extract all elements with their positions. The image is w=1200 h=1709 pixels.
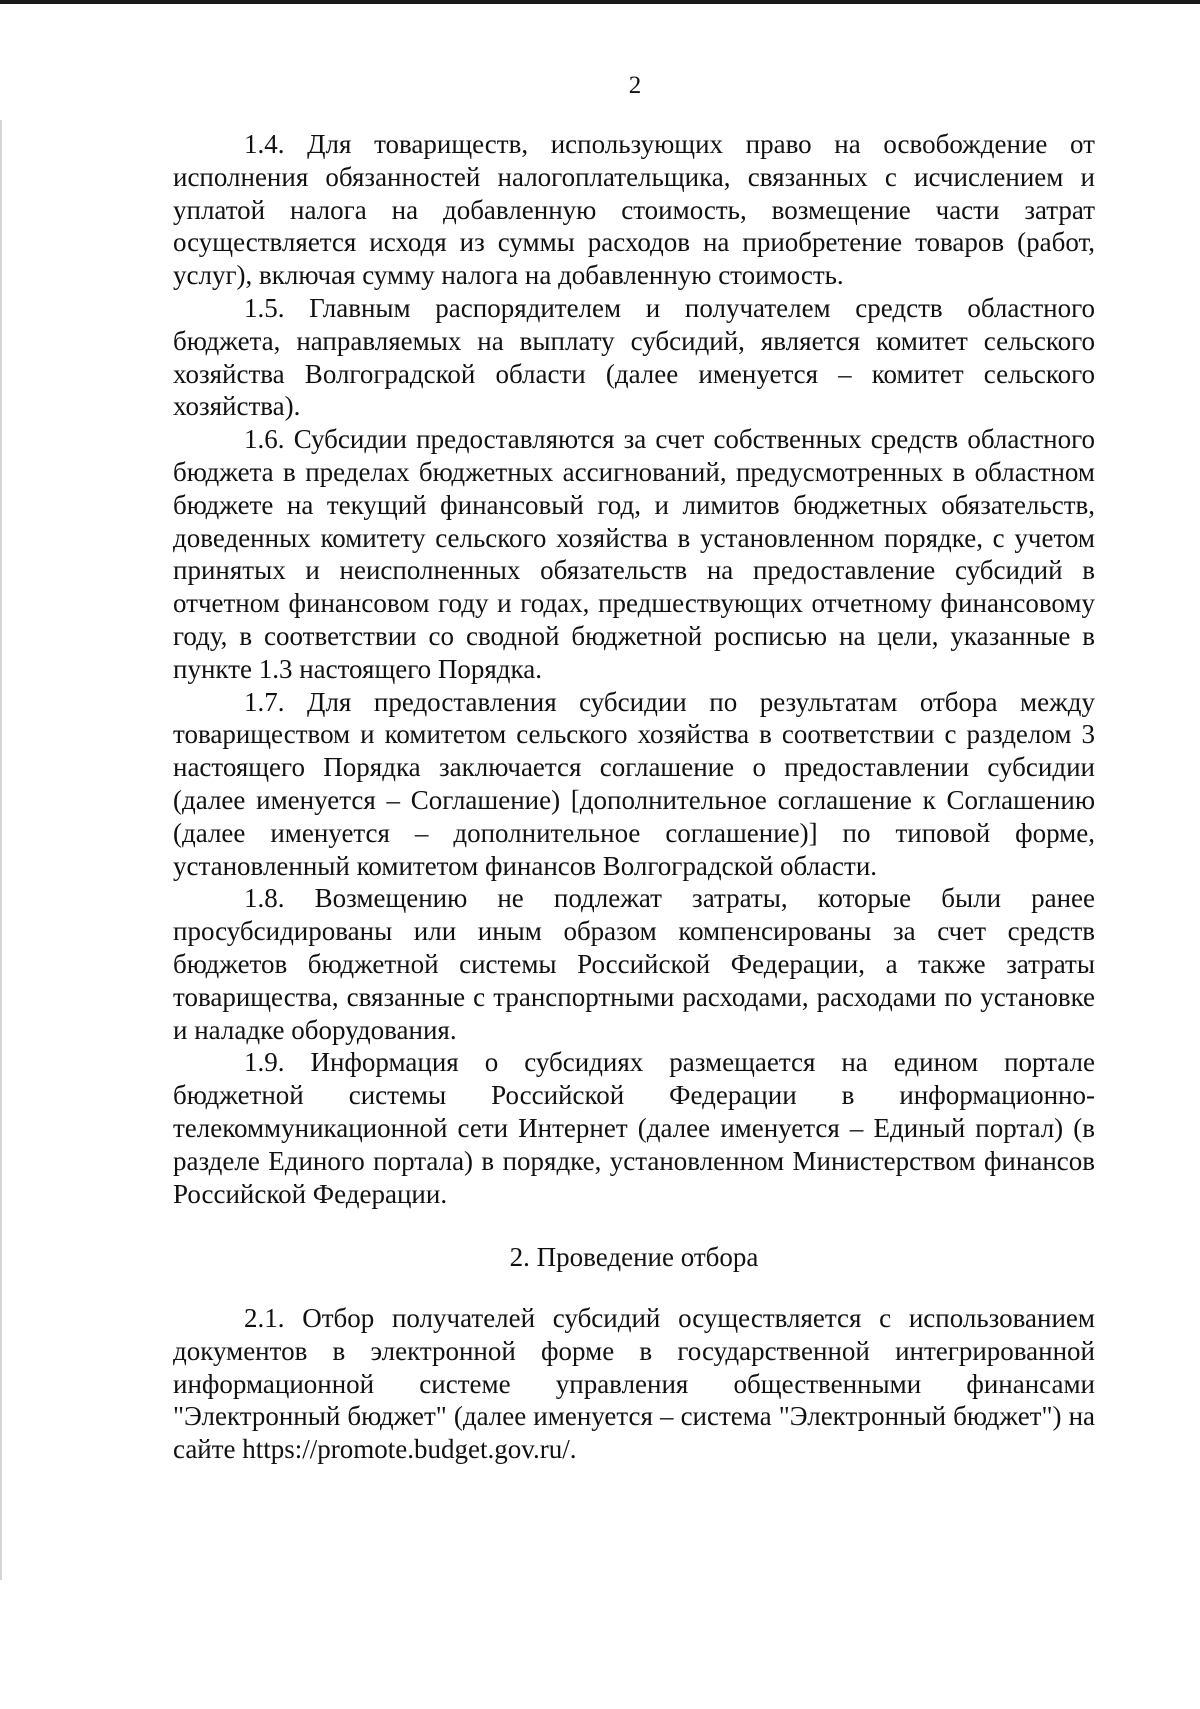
paragraph-1-6: 1.6. Субсидии предоставляются за счет собственных средств областного бюджета в пределах бюджетных ассигнований, предусмотренных в областном бюджете на текущий финансовый год, и лимитов бюджетных обязательств, доведенных комитету сельского хозяйства в установленном порядке, с учетом принятых и неисполненных обязательств на предоставление субсидий в отчетном финансовом году и годах, предшествующих отчетному финансовому году, в соответствии со сводной бюджетной росписью на цели, указанные в пункте 1.3 настоящего Порядка. — [173, 424, 1095, 684]
paragraph-1-5: 1.5. Главным распорядителем и получателем средств областного бюджета, направляемых на выплату субсидий, является комитет сельского хозяйства Волгоградской области (далее именуется – комитет сельского хозяйства). — [173, 292, 1095, 422]
paragraph-2-1: 2.1. Отбор получателей субсидий осуществляется с использованием документов в электронной форме в государственной интегрированной информационной системе управления общественными финансами "Электронный бюджет" (далее именуется – система "Электронный бюджет") на сайте https://promote.budget.gov.ru/. — [173, 1303, 1095, 1465]
page-number: 2 — [628, 72, 642, 99]
scan-edge-mark — [0, 120, 2, 1580]
paragraph-1-8: 1.8. Возмещению не подлежат затраты, которые были ранее просубсидированы или иным образом компенсированы за счет средств бюджетов бюджетной системы Российской Федерации, а также затраты товарищества, связанные с транспортными расходами, расходами по установке и наладке оборудования. — [173, 883, 1095, 1045]
document-body — [173, 128, 1095, 1466]
paragraph-1-4: 1.4. Для товариществ, использующих право на освобождение от исполнения обязанностей налогоплательщика, связанных с исчислением и уплатой налога на добавленную стоимость, возмещение части затрат осуществляется исходя из суммы расходов на приобретение товаров (работ, услуг), включая сумму налога на добавленную стоимость. — [173, 129, 1095, 291]
paragraph-1-9: 1.9. Информация о субсидиях размещается на едином портале бюджетной системы Российской Федерации в информационно-телекоммуникационной сети Интернет (далее именуется – Единый портал) (в разделе Единого портала) в порядке, установленном Министерством финансов Российской Федерации. — [173, 1047, 1095, 1209]
paragraph-1-7: 1.7. Для предоставления субсидии по результатам отбора между товариществом и комитетом сельского хозяйства в соответствии с разделом 3 настоящего Порядка заключается соглашение о предоставлении субсидии (далее именуется – Соглашение) [дополнительное соглашение к Соглашению (далее именуется – дополнительное соглашение)] по типовой форме, установленный комитетом финансов Волгоградской области. — [173, 686, 1095, 881]
page-top-border — [0, 0, 1200, 4]
section-heading: 2. Проведение отбора — [509, 1242, 759, 1273]
